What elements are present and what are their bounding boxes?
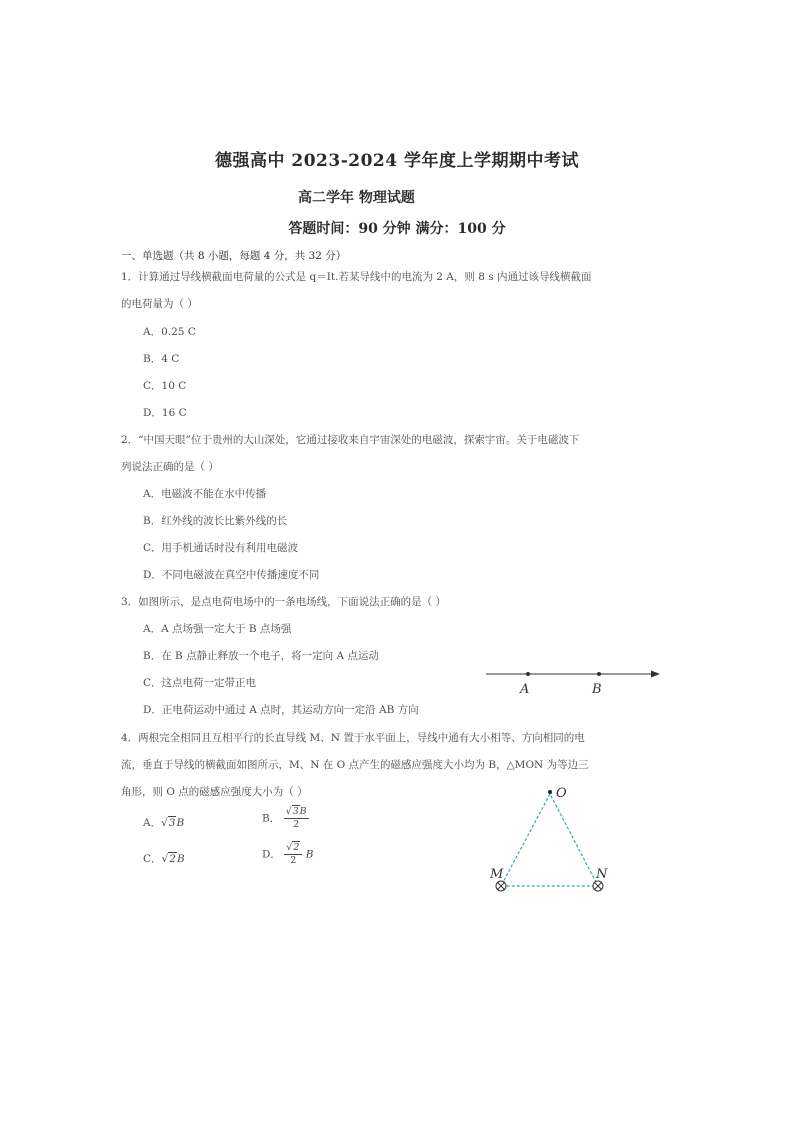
q2-option-b: B．红外线的波长比紫外线的长 — [143, 515, 288, 527]
q4-triangle-figure — [482, 780, 622, 900]
point-a-dot — [526, 672, 530, 676]
q3-option-c: C．这点电荷一定带正电 — [143, 677, 257, 689]
point-b-dot — [597, 672, 601, 676]
fraction: $\frac{√2}{2}$ — [284, 842, 302, 867]
wire-n-cross-icon — [593, 881, 603, 891]
q4-option-c: C．√2B — [143, 853, 185, 865]
q1-option-a: A．0.25 C — [143, 326, 196, 338]
q2-option-d: D．不同电磁波在真空中传播速度不同 — [143, 569, 320, 581]
q1-stem-line1: 1．计算通过导线横截面电荷量的公式是 q＝It.若某导线中的电流为 2 A，则 8 s 内通过该导线横截面 — [121, 271, 592, 283]
q3-option-b: B．在 B 点静止释放一个电子，将一定向 A 点运动 — [143, 650, 379, 662]
q3-field-line-figure — [480, 660, 670, 700]
q4-option-d: D． $\frac{√2}{2}$ B — [262, 842, 314, 866]
label-n: N — [596, 867, 608, 882]
q3-stem: 3．如图所示，是点电荷电场中的一条电场线，下面说法正确的是（ ） — [121, 596, 447, 608]
q1-stem-line2: 的电荷量为（ ） — [121, 298, 198, 310]
fraction: $\frac{√3B}{2}$ — [285, 806, 307, 830]
arrow-head-icon — [651, 671, 660, 678]
label-o: O — [556, 786, 567, 801]
q3-option-a: A．A 点场强一定大于 B 点场强 — [143, 623, 292, 635]
q4-stem-line2: 流，垂直于导线的横截面如图所示，M、N 在 O 点产生的磁感应强度大小均为 B，△MON 为等边三 — [121, 759, 589, 771]
q2-stem-line1: 2．“中国天眼”位于贵州的大山深处，它通过接收来自宇宙深处的电磁波，探索宇宙。关于电磁波下 — [121, 434, 580, 446]
q1-option-b: B．4 C — [143, 353, 180, 365]
label-m: M — [490, 867, 504, 882]
q4-stem-line1: 4．两根完全相同且互相平行的长直导线 M、N 置于水平面上，导线中通有大小相等、方向相同的电 — [121, 732, 585, 744]
q2-option-c: C．用手机通话时没有利用电磁波 — [143, 542, 299, 554]
exam-title: 德强高中 2023-2024 学年度上学期期中考试 — [214, 151, 580, 171]
section-heading: 一、单选题（共 8 小题，每题 4 分，共 32 分） — [121, 250, 347, 262]
wire-m-cross-icon — [496, 881, 506, 891]
label-b: B — [592, 682, 602, 697]
q2-option-a: A．电磁波不能在水中传播 — [143, 488, 267, 500]
triangle-mon — [501, 794, 598, 886]
exam-subtitle: 高二学年 物理试题 — [298, 190, 415, 206]
exam-info: 答题时间：90 分钟 满分：100 分 — [288, 221, 506, 237]
q4-option-b: B． $\frac{√3B}{2}$ — [262, 806, 307, 830]
q1-option-d: D．16 C — [143, 407, 187, 419]
q4-stem-line3: 角形，则 O 点的磁感应强度大小为（ ） — [121, 786, 308, 798]
q4-option-a: A．√3B — [143, 817, 185, 829]
q1-option-c: C．10 C — [143, 380, 187, 392]
q2-stem-line2: 列说法正确的是（ ） — [121, 461, 219, 473]
q3-option-d: D．正电荷运动中通过 A 点时，其运动方向一定沿 AB 方向 — [143, 704, 419, 716]
point-o-dot — [548, 790, 552, 794]
label-a: A — [520, 682, 530, 697]
